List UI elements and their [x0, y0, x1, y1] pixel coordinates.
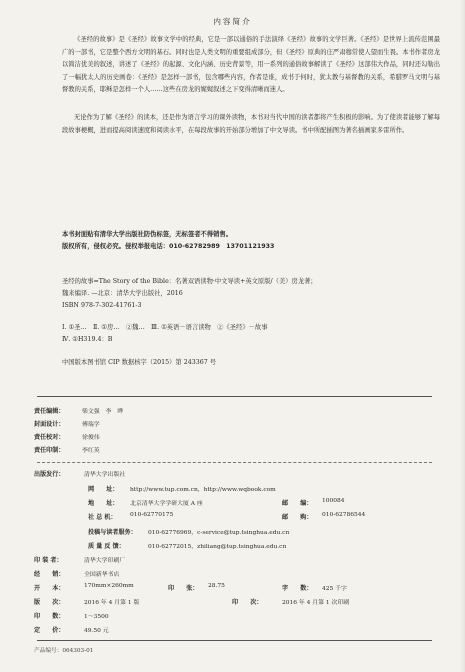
edition-value: 2016 年 4 月第 1 版	[84, 600, 140, 606]
reader-service-value: 010-62776969，c-service@tup.tsinghua.edu.cn	[148, 530, 290, 536]
printer-label: 印 装 者：	[34, 557, 63, 564]
switchboard-label: 社 总 机：	[88, 514, 117, 521]
mail-order-value: 010-62786544	[322, 512, 366, 518]
zip-value: 100084	[322, 498, 345, 504]
address-value: 北京清华大学学研大厦 A 座	[130, 501, 203, 507]
mail-order-label: 邮 购：	[282, 514, 313, 521]
printing-value: 2016 年 4 月第 1 次印刷	[282, 600, 350, 606]
staff-label-cover: 封面设计：	[34, 421, 65, 428]
quality-feedback-label: 质 量 反 馈：	[88, 543, 125, 550]
cip-data-number: 中国版本图书馆 CIP 数据核字（2015）第 243367 号	[62, 359, 217, 366]
price-label: 定 价：	[34, 627, 65, 634]
publisher-name: 清华大学出版社	[84, 472, 126, 478]
distributor-value: 全国新华书店	[84, 572, 120, 578]
cip-isbn: ISBN 978-7-302-41761-3	[62, 302, 142, 309]
cip-line-2: 魏来编译. —北京：清华大学出版社，2016	[62, 290, 183, 297]
switchboard-value: 010-62770175	[130, 512, 174, 518]
divider-bottom	[37, 640, 432, 641]
printer-value: 清华大学印刷厂	[84, 558, 126, 564]
copyright-notice	[62, 241, 274, 250]
staff-label-print: 责任印制：	[34, 447, 65, 454]
divider-dashed	[37, 462, 432, 463]
format-value: 170mm×260mm	[84, 583, 134, 589]
print-run-label: 印 数：	[34, 613, 65, 620]
copyright-notice-label: 版权所有，侵权必究。侵权举报电话：	[62, 243, 170, 250]
staff-label-editor: 责任编辑：	[34, 408, 65, 415]
web-value: http://www.tup.com.cn，http://www.wqbook.com	[130, 487, 276, 493]
zip-label: 邮 编：	[282, 500, 313, 507]
printing-label: 印 次：	[232, 599, 263, 606]
divider-top	[37, 396, 432, 397]
summary-paragraph-1: 《圣经的故事》是《圣经》故事文学中的经典，它是一部以通俗的手法演绎《圣经》故事的文学巨著。《圣经》是世界上流传范围最广的一部书，它是整个西方文明的基石。同时也是人类文明的重要组成部分，但《圣经》原典的庄严肃穆常使人望而生畏。本书作者房龙以简洁优美的叙述，讲述了《圣经》的起源、文化内涵、历史背景等，用一系列的通俗故事解读了《圣经》这部伟大作品，同时还勾勒出了一幅犹太人的历史画卷：《圣经》是怎样一部书，包含哪些内容，作者是谁，成书于何时，犹太教与基督教的关系，希腊罗马文明与基督教的关系，耶稣是怎样一个人……这些在房龙的娓娓叙述之下变得清晰而迷人。	[62, 36, 440, 94]
page-title: 内容简介	[213, 17, 252, 26]
price-value: 49.50 元	[84, 628, 109, 634]
staff-label-proofreader: 责任校对：	[34, 434, 65, 441]
sheets-label: 印 张：	[168, 585, 199, 592]
format-label: 开 本：	[34, 585, 65, 592]
staff-value-editor: 柴文强 李 晔	[82, 409, 124, 415]
cip-line-1: 圣经的故事=The Story of the Bible：名著双语读物·中文导读+英文原版/（美）房龙著；	[62, 278, 317, 285]
distributor-label: 经 销：	[34, 571, 65, 578]
word-count-value: 425 千字	[322, 586, 347, 592]
cip-classification-1: Ⅰ. ①圣… Ⅱ. ①房… ②魏… Ⅲ. ①英语－语言读物 ②《圣经》－故事	[62, 324, 268, 331]
address-label: 地 址：	[88, 500, 119, 507]
web-label: 网 址：	[88, 486, 119, 493]
print-run-value: 1～3500	[84, 614, 109, 620]
quality-feedback-value: 010-62772015，zhiliang@tup.tsinghua.edu.cn	[148, 544, 287, 550]
word-count-label: 字 数：	[282, 585, 313, 592]
reader-service-label: 投稿与读者服务：	[88, 529, 137, 536]
publisher-label: 出版发行：	[34, 471, 65, 478]
staff-value-cover: 傅瑞学	[82, 422, 100, 428]
product-code: 产品编号：064303-01	[34, 648, 94, 654]
page-edge-shadow	[460, 0, 465, 672]
report-phone: 010-62782989 13701121933	[169, 243, 275, 250]
edition-label: 版 次：	[34, 599, 65, 606]
staff-value-proofreader: 徐俊伟	[82, 435, 100, 441]
summary-paragraph-2: 无论作为了解《圣经》的读本，还是作为语言学习的课外读物，本书对当代中国的读者都将产生积极的影响。为了使读者能够了解每段故事梗概，进而提高阅读速度和阅读水平，在每段故事的开始部分增加了中文导读。书中所配插图为著名插画家多雷所作。	[62, 114, 440, 134]
anti-counterfeit-notice: 本书封面贴有清华大学出版社防伪标签，无标签者不得销售。	[62, 231, 233, 238]
sheets-value: 28.75	[208, 583, 225, 589]
staff-value-print: 李红英	[82, 448, 100, 454]
cip-classification-2: Ⅳ. ①H319.4：B	[62, 336, 113, 343]
